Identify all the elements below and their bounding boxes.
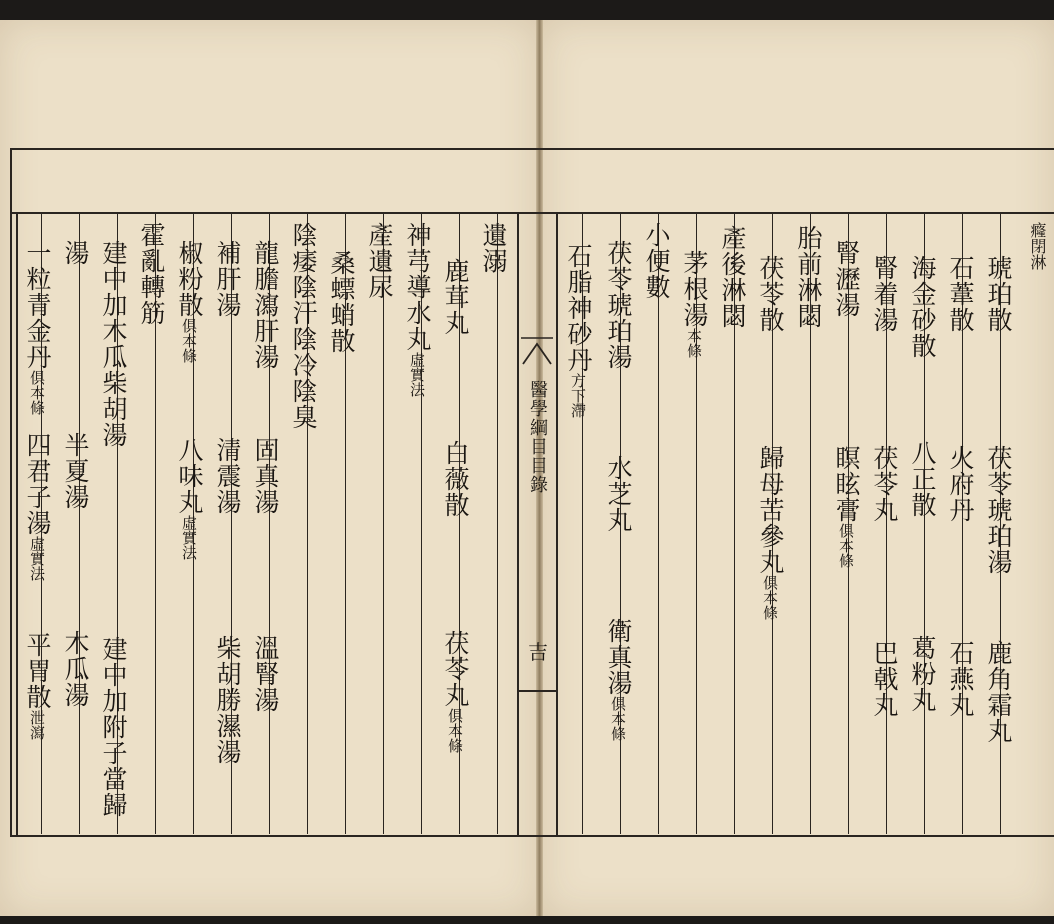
entry-text: 建中加附子當歸 xyxy=(99,636,128,818)
contents-entry xyxy=(60,240,90,266)
contents-entry xyxy=(603,618,633,741)
contents-entry xyxy=(212,635,242,765)
section-heading xyxy=(136,222,166,326)
section-heading xyxy=(288,222,318,430)
entry-text: 腎着湯 xyxy=(870,255,899,333)
entry-text: 產遺尿 xyxy=(365,222,394,300)
contents-entry xyxy=(983,640,1013,744)
entry-text: 建中加木瓜柴胡湯 xyxy=(99,240,128,448)
frame-bottom-rule xyxy=(10,835,1054,837)
entry-text: 歸母苦參丸 xyxy=(756,445,785,575)
entry-text: 鹿角霜丸 xyxy=(984,640,1013,744)
entry-text: 茯苓散 xyxy=(756,255,785,333)
entry-text: 茯苓琥珀湯 xyxy=(604,240,633,370)
entry-text: 固真湯 xyxy=(251,437,280,515)
entry-text: 茯苓丸 xyxy=(441,630,470,708)
entry-text: 木瓜湯 xyxy=(61,630,90,708)
contents-entry xyxy=(907,255,937,359)
entry-text: 平胃散 xyxy=(23,632,52,710)
entry-text: 火府丹 xyxy=(946,445,975,523)
entry-text: 半夏湯 xyxy=(61,432,90,510)
section-heading xyxy=(478,222,508,274)
contents-entry xyxy=(22,240,52,415)
section-heading xyxy=(326,250,356,354)
contents-entry xyxy=(603,455,633,533)
contents-entry xyxy=(869,640,899,718)
entry-text: 補肝湯 xyxy=(213,240,242,318)
entry-text: 石葦散 xyxy=(946,255,975,333)
frame-left-rule xyxy=(10,148,12,837)
entry-note: 俱本條 xyxy=(446,708,464,753)
entry-text: 茯苓琥珀湯 xyxy=(984,445,1013,575)
contents-entry xyxy=(440,440,470,518)
contents-entry xyxy=(174,437,204,560)
contents-entry xyxy=(440,630,470,753)
contents-entry xyxy=(212,437,242,515)
contents-entry xyxy=(440,258,470,336)
contents-entry xyxy=(755,255,785,333)
entry-text: 湯 xyxy=(61,240,90,266)
frame-inner-top-rule xyxy=(12,212,1054,214)
entry-text: 龍膽瀉肝湯 xyxy=(251,240,280,370)
frame-top-rule xyxy=(10,148,1054,150)
entry-text: 石燕丸 xyxy=(946,640,975,718)
center-rule-left xyxy=(517,212,519,835)
section-heading xyxy=(679,250,709,358)
entry-text: 瞑眩膏 xyxy=(832,445,861,523)
entry-text: 神芎導水丸 xyxy=(403,222,432,352)
contents-entry xyxy=(250,635,280,713)
section-heading xyxy=(563,243,593,418)
contents-entry xyxy=(98,240,128,448)
entry-text: 茅根湯 xyxy=(680,250,709,328)
contents-entry xyxy=(603,240,633,370)
running-title: 醫學綱目目錄 xyxy=(527,380,548,494)
entry-note: 泄瀉 xyxy=(28,710,46,740)
column-rule xyxy=(658,214,659,834)
contents-entry xyxy=(755,445,785,620)
entry-text: 胎前淋閟 xyxy=(794,225,823,329)
entry-text: 遺溺 xyxy=(479,222,508,274)
contents-entry xyxy=(60,432,90,510)
entry-text: 四君子湯 xyxy=(23,432,52,536)
column-rule xyxy=(79,214,80,834)
contents-entry xyxy=(212,240,242,318)
contents-entry xyxy=(831,240,861,318)
contents-entry xyxy=(983,445,1013,575)
column-rule xyxy=(383,214,384,834)
folio-rule xyxy=(518,690,556,692)
contents-entry xyxy=(907,635,937,713)
entry-text: 衛真湯 xyxy=(604,618,633,696)
entry-text: 白薇散 xyxy=(441,440,470,518)
fishtail-mark-icon xyxy=(521,336,553,366)
folio-number: 吉 xyxy=(528,640,548,664)
column-rule xyxy=(497,214,498,834)
contents-entry xyxy=(869,445,899,523)
entry-note: 俱本條 xyxy=(609,696,627,741)
entry-note: 俱本條 xyxy=(837,523,855,568)
contents-entry xyxy=(60,630,90,708)
contents-entry xyxy=(983,255,1013,333)
section-heading xyxy=(793,225,823,329)
entry-note: 本條 xyxy=(685,328,703,358)
entry-note: 虛實法 xyxy=(28,536,46,581)
contents-entry xyxy=(250,437,280,515)
center-rule-right xyxy=(556,212,558,835)
entry-note: 俱本條 xyxy=(180,318,198,363)
contents-entry xyxy=(250,240,280,370)
entry-text: 桑螵蛸散 xyxy=(327,250,356,354)
entry-text: 小便數 xyxy=(642,222,671,300)
contents-entry xyxy=(907,440,937,518)
contents-entry xyxy=(22,432,52,581)
entry-text: 八味丸 xyxy=(175,437,204,515)
entry-text: 八正散 xyxy=(908,440,937,518)
entry-text: 茯苓丸 xyxy=(870,445,899,523)
entry-note: 俱本條 xyxy=(761,575,779,620)
section-heading xyxy=(717,225,747,329)
section-heading xyxy=(364,222,394,300)
contents-entry xyxy=(945,445,975,523)
entry-text: 清震湯 xyxy=(213,437,242,515)
entry-text: 鹿茸丸 xyxy=(441,258,470,336)
contents-entry xyxy=(945,640,975,718)
entry-note: 虛實法 xyxy=(408,352,426,397)
entry-text: 腎瀝湯 xyxy=(832,240,861,318)
entry-text: 海金砂散 xyxy=(908,255,937,359)
frame-left-inner-rule xyxy=(16,212,18,835)
contents-entry xyxy=(22,632,52,740)
entry-text: 癃閉淋 xyxy=(1028,222,1047,270)
section-heading xyxy=(402,222,432,397)
contents-entry xyxy=(945,255,975,333)
entry-text: 產後淋閟 xyxy=(718,225,747,329)
entry-text: 琥珀散 xyxy=(984,255,1013,333)
entry-note: 虛實法 xyxy=(180,515,198,560)
contents-entry xyxy=(174,240,204,363)
contents-entry xyxy=(831,445,861,568)
entry-note: 方下滯 xyxy=(569,373,587,418)
contents-entry xyxy=(869,255,899,333)
entry-text: 陰痿陰汗陰冷陰臭 xyxy=(289,222,318,430)
entry-text: 一粒青金丹 xyxy=(23,240,52,370)
entry-note: 俱本條 xyxy=(28,370,46,415)
entry-text: 水芝丸 xyxy=(604,455,633,533)
entry-text: 柴胡勝濕湯 xyxy=(213,635,242,765)
entry-text: 巴戟丸 xyxy=(870,640,899,718)
entry-text: 葛粉丸 xyxy=(908,635,937,713)
entry-text: 石脂神砂丹 xyxy=(564,243,593,373)
entry-text: 溫腎湯 xyxy=(251,635,280,713)
contents-entry xyxy=(98,636,128,818)
entry-text: 霍亂轉筋 xyxy=(137,222,166,326)
section-heading xyxy=(1028,222,1046,270)
section-heading xyxy=(641,222,671,300)
entry-text: 椒粉散 xyxy=(175,240,204,318)
